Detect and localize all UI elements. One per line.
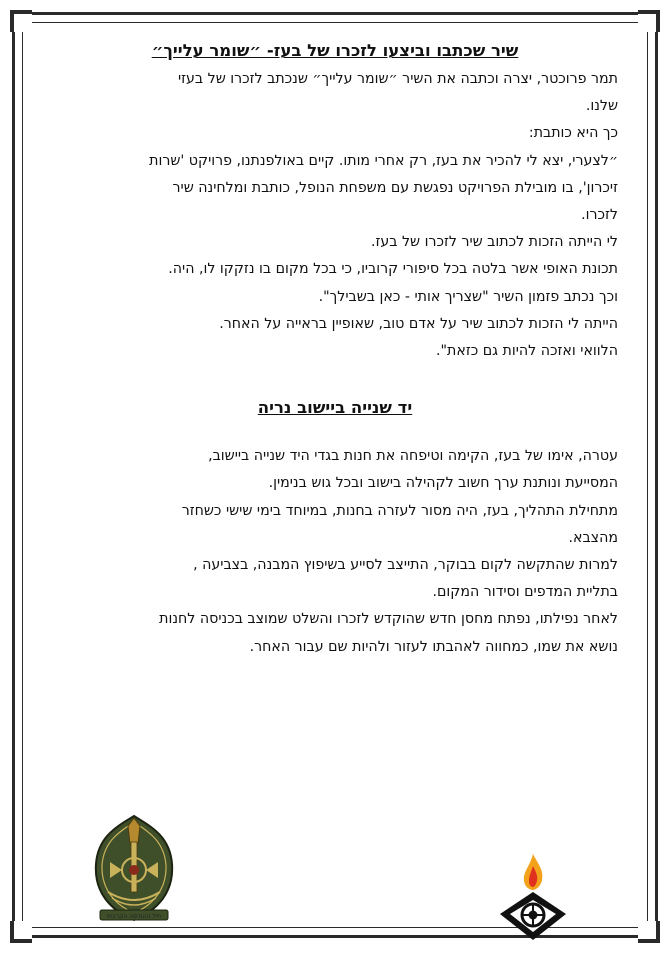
song-line: כך היא כותבת: (528, 125, 618, 142)
song-line: זיכרון', בו מובילת הפרויקט נפגשת עם משפחת הנופל, כותבת ומלחינה שיר (172, 179, 618, 196)
frame-corner (10, 921, 32, 943)
song-line: וכך נכתב פזמון השיר "שצריך אותי - כאן בשבילך". (318, 288, 618, 305)
song-line: הייתה לי הזכות לכתוב שיר על אדם טוב, שאופיין בראייה על האחר. (219, 315, 618, 332)
store-line: לאחר נפילתו, נפתח מחסן חדש שהוקדש לזכרו והשלט שמוצב בכניסה לחנות (159, 611, 618, 628)
emblem-caption: חיל ההנדסה הקרבית (106, 913, 162, 920)
section-song-title: שיר שכתבו וביצעו לזכרו של בעז- ״שומר עלייך״ (151, 41, 519, 60)
song-line: ״לצערי, יצא לי להכיר את בעז, רק אחרי מותו. קיים באולפנתנו, פרויקט 'שרות (149, 152, 618, 169)
song-line: לזכרו. (581, 207, 618, 224)
store-line: מהצבא. (568, 529, 618, 546)
frame-corner (638, 10, 660, 32)
song-line: תכונת האופי אשר בלטה בכל סיפורי קרוביו, כי בכל מקום בו נזקקו לו, היה. (168, 261, 618, 278)
frame-corner (10, 10, 32, 32)
song-line: לי הייתה הזכות לכתוב שיר לזכרו של בעז. (370, 234, 618, 251)
store-line: עטרה, אימו של בעז, הקימה וטיפחה את חנות בגדי היד שנייה ביישוב, (208, 448, 618, 465)
store-line: למרות שהתקשה לקום בבוקר, התייצב לסייע בשיפוץ המבנה, בצביעה , (193, 557, 618, 574)
memorial-flame-emblem-icon (496, 852, 570, 942)
song-line: הלוואי ואזכה להיות גם כזאת". (435, 343, 618, 360)
store-line: מתחילת התהליך, בעז, היה מסור לעזרה בחנות, במיוחד בימי שישי כשחזר (181, 502, 618, 519)
song-line: תמר פרוכטר, יצרה וכתבה את השיר ״שומר עלייך״ שנכתב לזכרו של בעזי (177, 71, 618, 87)
section-song (52, 38, 618, 365)
store-line: המסייעת ונותנת ערך חשוב לקהילה בישוב ובכל גוש בנימין. (268, 475, 618, 492)
store-line: נושא את שמו, כמחווה לאהבתו לעזור ולהיות שם עבור האחר. (249, 638, 618, 655)
section-second-hand-store (52, 395, 618, 661)
song-line: שלנו. (585, 98, 618, 115)
section-store-title: יד שנייה ביישוב נריה (257, 398, 413, 418)
frame-corner (638, 921, 660, 943)
store-line: בתליית המדפים וסידור המקום. (432, 584, 618, 601)
document-body (52, 38, 618, 661)
